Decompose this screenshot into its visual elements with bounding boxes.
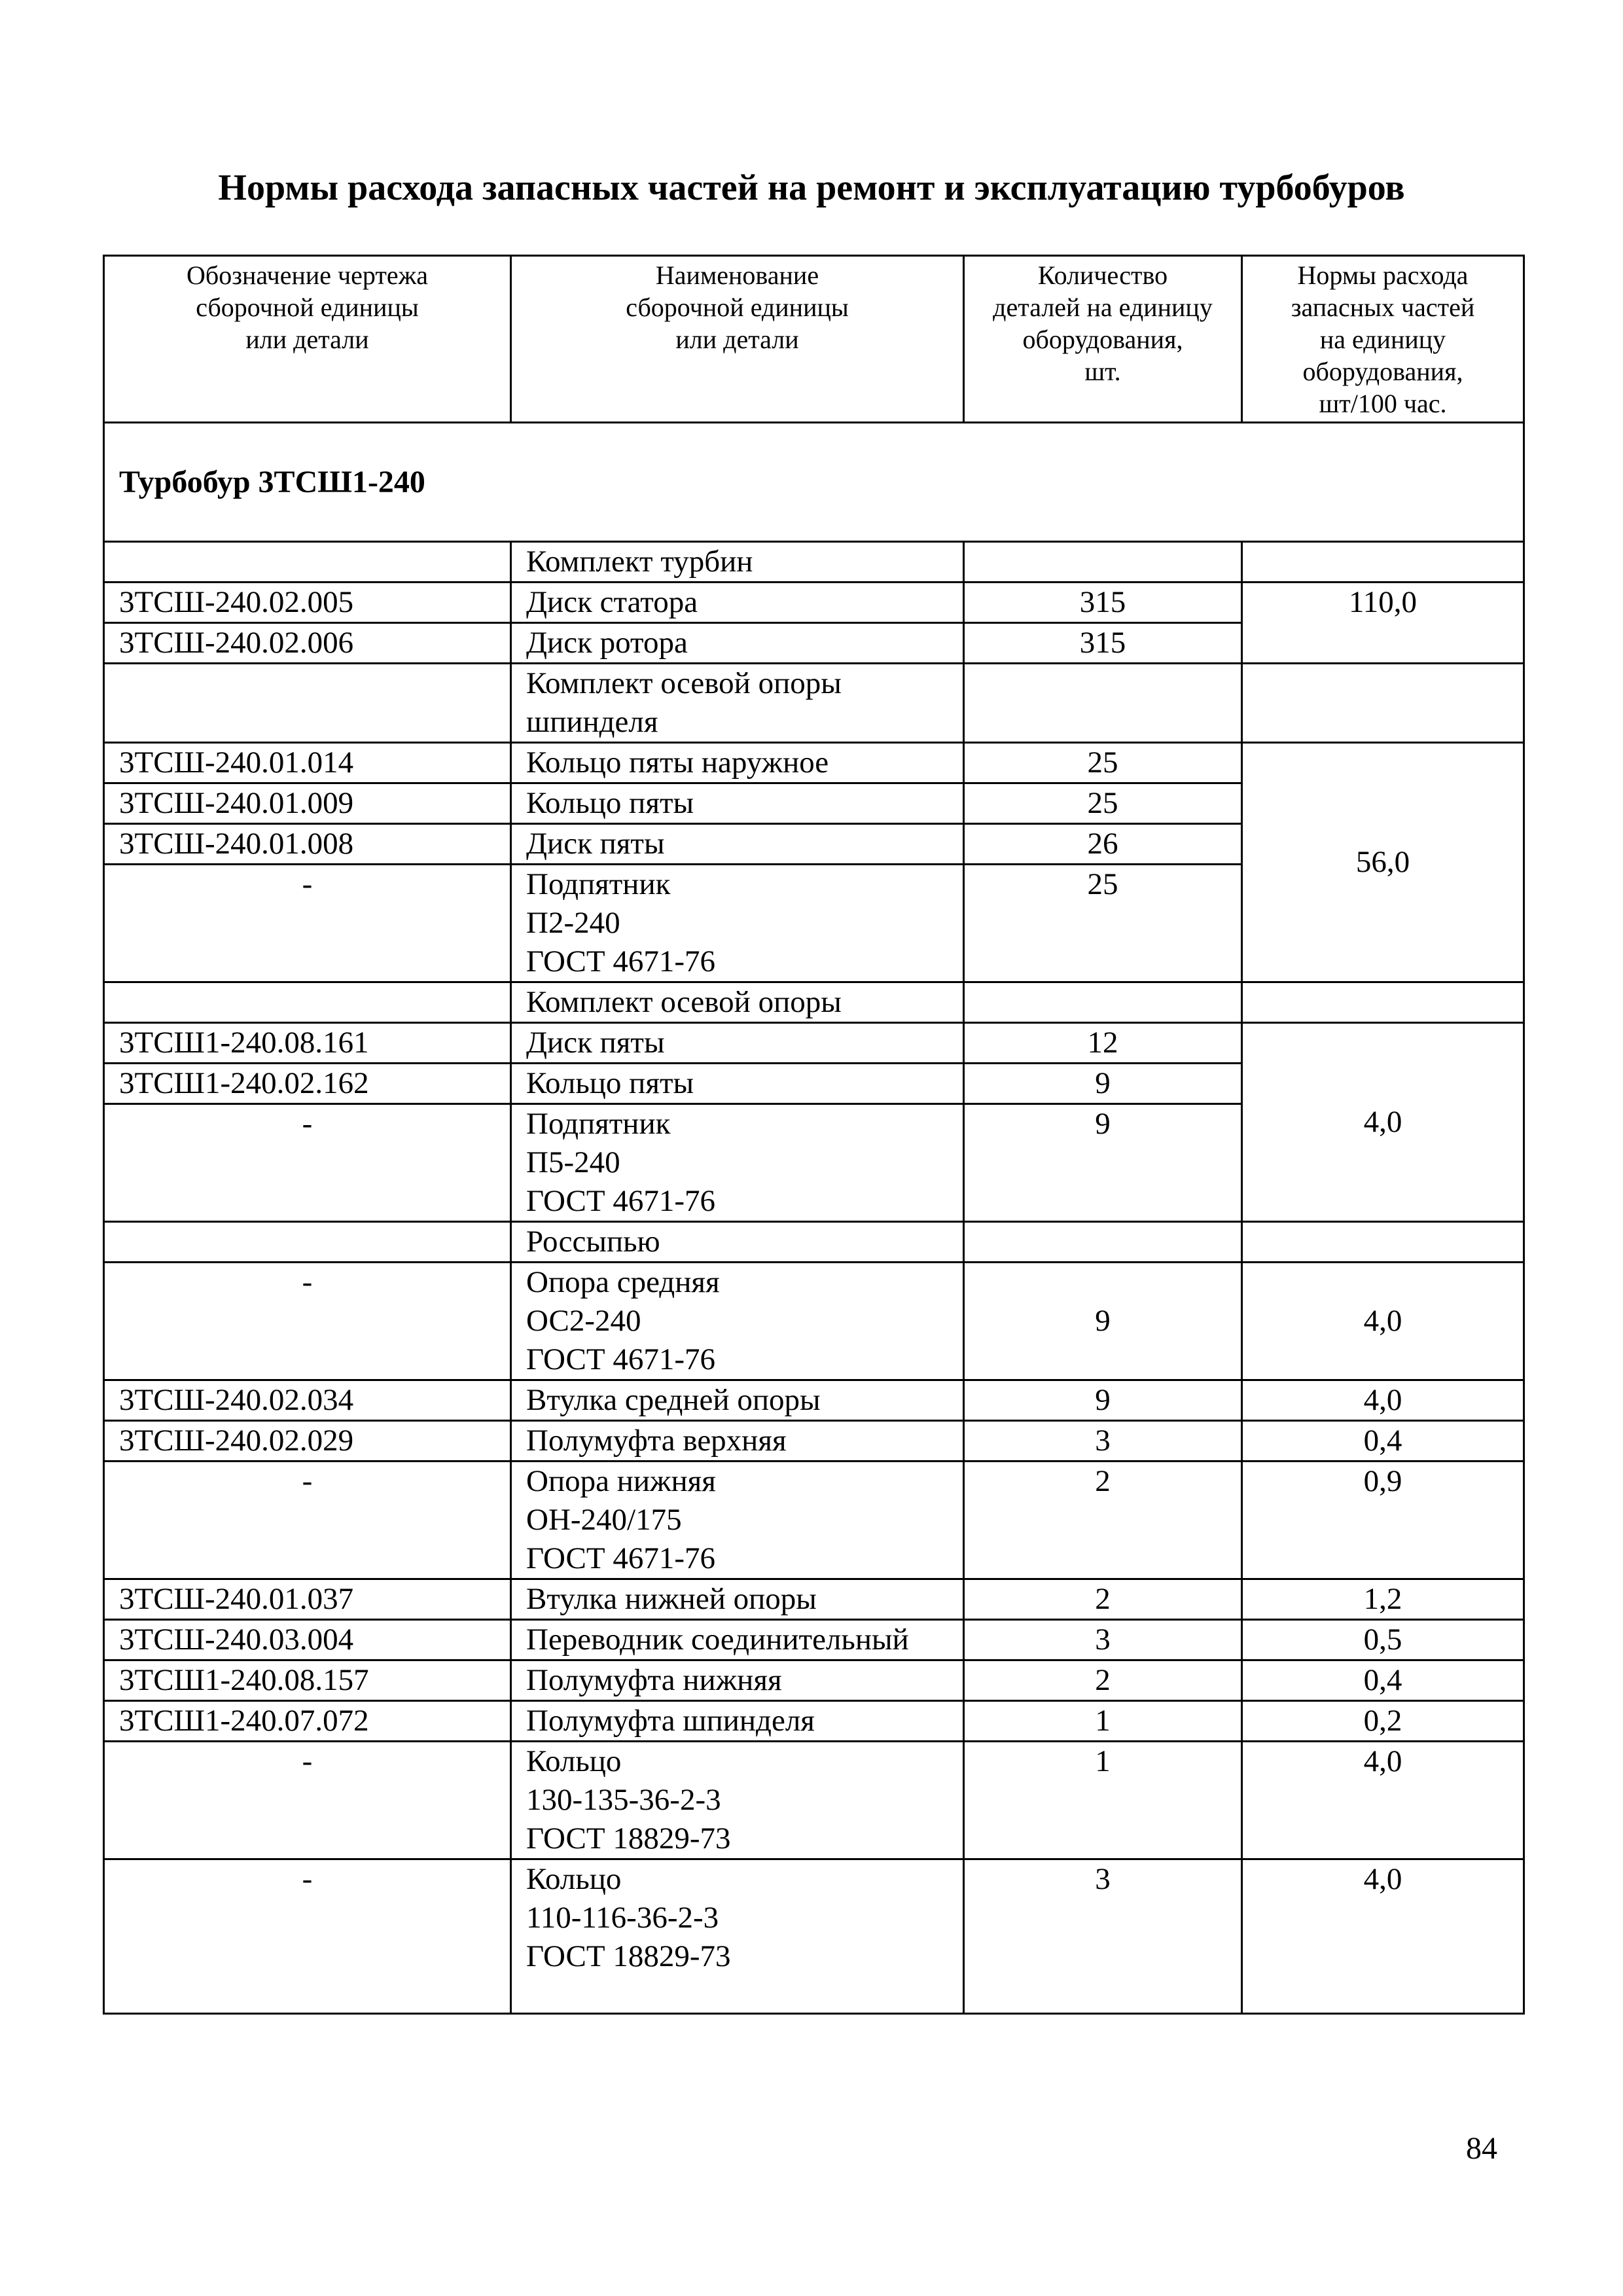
cell-name: Опора нижняя ОН-240/175 ГОСТ 4671-76 <box>511 1462 964 1579</box>
cell-name: Кольцо 110-116-36-2-3 ГОСТ 18829-73 <box>511 1859 964 2014</box>
cell-qty: 2 <box>964 1660 1242 1701</box>
cell-code: 3ТСШ-240.02.034 <box>104 1380 511 1421</box>
table-row <box>104 1660 1524 1701</box>
table-row <box>104 1701 1524 1742</box>
cell-qty: 12 <box>964 1023 1242 1064</box>
cell-name: Подпятник П5-240 ГОСТ 4671-76 <box>511 1104 964 1222</box>
cell-name: Россыпью <box>511 1222 964 1263</box>
cell-code: 3ТСШ-240.02.006 <box>104 623 511 664</box>
table-row <box>104 1222 1524 1263</box>
cell-code: 3ТСШ-240.03.004 <box>104 1620 511 1660</box>
table-row <box>104 1620 1524 1660</box>
cell-qty: 25 <box>964 743 1242 783</box>
cell-qty: 26 <box>964 824 1242 865</box>
cell-norm: 4,0 <box>1242 1859 1524 2014</box>
cell-name: Полумуфта нижняя <box>511 1660 964 1701</box>
page-number: 84 <box>1466 2131 1497 2166</box>
header-code: Обозначение чертежа сборочной единицы или детали <box>104 256 511 423</box>
cell-code: 3ТСШ-240.01.014 <box>104 743 511 783</box>
cell-name: Полумуфта верхняя <box>511 1421 964 1462</box>
cell-norm <box>1242 1222 1524 1263</box>
cell-code: - <box>104 1263 511 1380</box>
cell-name: Диск ротора <box>511 623 964 664</box>
cell-code <box>104 542 511 583</box>
cell-name: Подпятник П2-240 ГОСТ 4671-76 <box>511 865 964 982</box>
cell-code: 3ТСШ-240.01.009 <box>104 783 511 824</box>
cell-name: Комплект турбин <box>511 542 964 583</box>
cell-qty: 9 <box>964 1263 1242 1380</box>
header-norm: Нормы расхода запасных частей на единицу оборудования, шт/100 час. <box>1242 256 1524 423</box>
cell-qty: 3 <box>964 1620 1242 1660</box>
cell-name: Полумуфта шпинделя <box>511 1701 964 1742</box>
cell-qty: 3 <box>964 1859 1242 2014</box>
cell-code: 3ТСШ1-240.08.157 <box>104 1660 511 1701</box>
cell-qty: 25 <box>964 865 1242 982</box>
table-row <box>104 1462 1524 1579</box>
table-row <box>104 1742 1524 1859</box>
cell-code: 3ТСШ-240.02.005 <box>104 583 511 623</box>
cell-qty: 2 <box>964 1579 1242 1620</box>
table-row <box>104 542 1524 583</box>
cell-name: Кольцо 130-135-36-2-3 ГОСТ 18829-73 <box>511 1742 964 1859</box>
cell-name: Втулка средней опоры <box>511 1380 964 1421</box>
table-row <box>104 743 1524 783</box>
cell-name: Диск пяты <box>511 824 964 865</box>
cell-qty: 9 <box>964 1064 1242 1104</box>
table-row <box>104 1263 1524 1380</box>
cell-code: 3ТСШ1-240.08.161 <box>104 1023 511 1064</box>
cell-code: 3ТСШ1-240.02.162 <box>104 1064 511 1104</box>
cell-name: Комплект осевой опоры <box>511 982 964 1023</box>
cell-qty: 315 <box>964 583 1242 623</box>
header-qty: Количество деталей на единицу оборудования, шт. <box>964 256 1242 423</box>
section-title: Турбобур 3ТСШ1-240 <box>104 423 1524 542</box>
cell-name: Диск статора <box>511 583 964 623</box>
cell-norm: 4,0 <box>1242 1742 1524 1859</box>
table-row <box>104 1579 1524 1620</box>
cell-code: - <box>104 1462 511 1579</box>
cell-norm: 4,0 <box>1242 1263 1524 1380</box>
cell-code <box>104 982 511 1023</box>
table-row <box>104 1421 1524 1462</box>
cell-name: Переводник соединительный <box>511 1620 964 1660</box>
table-row <box>104 1859 1524 2014</box>
cell-norm: 110,0 <box>1242 583 1524 664</box>
cell-code: 3ТСШ-240.01.037 <box>104 1579 511 1620</box>
cell-norm: 0,5 <box>1242 1620 1524 1660</box>
page-title: Нормы расхода запасных частей на ремонт и эксплуатацию турбобуров <box>218 168 1405 208</box>
cell-code: - <box>104 1742 511 1859</box>
cell-code: - <box>104 865 511 982</box>
cell-qty <box>964 542 1242 583</box>
cell-qty: 1 <box>964 1701 1242 1742</box>
cell-norm <box>1242 982 1524 1023</box>
cell-norm <box>1242 542 1524 583</box>
cell-norm: 0,2 <box>1242 1701 1524 1742</box>
cell-qty <box>964 664 1242 743</box>
table-row <box>104 982 1524 1023</box>
cell-qty <box>964 982 1242 1023</box>
header-name: Наименование сборочной единицы или детали <box>511 256 964 423</box>
table-row <box>104 583 1524 623</box>
cell-code: - <box>104 1104 511 1222</box>
cell-name: Кольцо пяты <box>511 783 964 824</box>
cell-name: Втулка нижней опоры <box>511 1579 964 1620</box>
cell-qty: 25 <box>964 783 1242 824</box>
cell-norm: 56,0 <box>1242 743 1524 982</box>
cell-code: 3ТСШ-240.01.008 <box>104 824 511 865</box>
cell-qty: 2 <box>964 1462 1242 1579</box>
table-header-row <box>104 256 1524 423</box>
cell-code <box>104 1222 511 1263</box>
cell-code: - <box>104 1859 511 2014</box>
cell-norm: 0,9 <box>1242 1462 1524 1579</box>
cell-name: Опора средняя ОС2-240 ГОСТ 4671-76 <box>511 1263 964 1380</box>
cell-norm: 0,4 <box>1242 1660 1524 1701</box>
cell-code <box>104 664 511 743</box>
spare-parts-table <box>103 255 1525 2015</box>
cell-norm: 4,0 <box>1242 1380 1524 1421</box>
table-row <box>104 664 1524 743</box>
cell-qty: 3 <box>964 1421 1242 1462</box>
cell-code: 3ТСШ-240.02.029 <box>104 1421 511 1462</box>
cell-name: Кольцо пяты <box>511 1064 964 1104</box>
table-row <box>104 1380 1524 1421</box>
cell-code: 3ТСШ1-240.07.072 <box>104 1701 511 1742</box>
cell-qty: 9 <box>964 1104 1242 1222</box>
cell-name: Кольцо пяты наружное <box>511 743 964 783</box>
cell-norm <box>1242 664 1524 743</box>
cell-qty: 9 <box>964 1380 1242 1421</box>
cell-qty: 315 <box>964 623 1242 664</box>
cell-name: Комплект осевой опоры шпинделя <box>511 664 964 743</box>
section-row <box>104 423 1524 542</box>
cell-norm: 4,0 <box>1242 1023 1524 1222</box>
cell-qty: 1 <box>964 1742 1242 1859</box>
cell-name: Диск пяты <box>511 1023 964 1064</box>
cell-norm: 0,4 <box>1242 1421 1524 1462</box>
cell-norm: 1,2 <box>1242 1579 1524 1620</box>
cell-qty <box>964 1222 1242 1263</box>
table-row <box>104 1023 1524 1064</box>
